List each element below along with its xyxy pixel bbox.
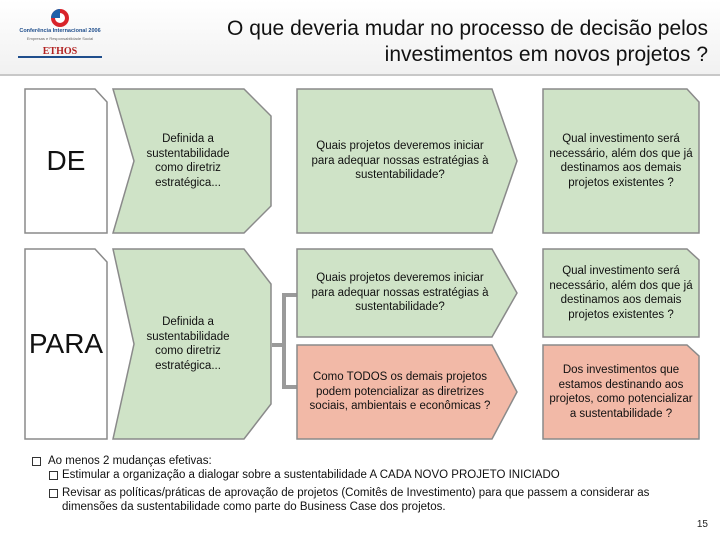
checkbox-bullet-icon [49, 471, 58, 480]
para-all-projects-box [296, 344, 518, 440]
para-all-investments-box [542, 344, 700, 440]
para-label: PARA [28, 327, 104, 359]
de-investment-box [542, 88, 700, 234]
bullet-main-text: Ao menos 2 mudanças efetivas: [48, 455, 212, 467]
de-label-box [24, 88, 108, 234]
checkbox-bullet-icon [32, 457, 41, 466]
de-strategy-text: Definida a sustentabilidade como diretriz estratégica... [146, 133, 230, 189]
de-question-text: Quais projetos deveremos iniciar para adequar nossas estratégias à sustentabilidade? [311, 140, 489, 182]
para-all-projects-text: Como TODOS os demais projetos podem potencializar as diretrizes sociais, ambientais e econômicas ? [309, 371, 491, 413]
de-investment-text: Qual investimento será necessário, além dos que já destinamos aos demais projetos existentes ? [549, 133, 693, 189]
header [0, 0, 720, 76]
ethos-logo [4, 6, 116, 70]
para-strategy-text: Definida a sustentabilidade como diretriz estratégica... [146, 316, 230, 372]
para-investment-text: Qual investimento será necessário, além dos que já destinamos aos demais projetos existentes ? [549, 265, 693, 321]
para-label-box [24, 248, 108, 440]
de-label: DE [46, 144, 86, 176]
de-strategy-chevron [112, 88, 272, 234]
logo-name: ETHOS [42, 46, 78, 57]
bracket-connector-vertical [282, 293, 286, 389]
checkbox-bullet-icon [49, 489, 58, 498]
page-number: 15 [696, 519, 708, 530]
para-investment-box [542, 248, 700, 338]
bullet-sub-item [32, 468, 702, 482]
bullet-sub-text: Revisar as políticas/práticas de aprovação de projetos (Comitês de Investimento) para que passem a considerar as dimensões da sustentabilidade como parte do Business Case dos projetos. [62, 487, 650, 513]
para-strategy-chevron [112, 248, 272, 440]
para-question-text: Quais projetos deveremos iniciar para adequar nossas estratégias à sustentabilidade? [311, 272, 489, 314]
bullet-sub-text: Estimular a organização a dialogar sobre a sustentabilidade A CADA NOVO PROJETO INICIADO [62, 469, 560, 481]
bullet-sub-item [32, 486, 702, 514]
bullet-main [32, 454, 702, 468]
de-question-box [296, 88, 518, 234]
logo-subtitle: Empresas e Responsabilidade Social [26, 36, 94, 41]
para-question-box [296, 248, 518, 338]
bullet-list [32, 454, 702, 514]
slide-title: O que deveria mudar no processo de decisão pelos investimentos em novos projetos ? [227, 17, 708, 66]
para-all-investments-text: Dos investimentos que estamos destinando aos projetos, como potencializar a sustentabilidade ? [549, 364, 693, 420]
logo-title: Conferência Internacional 2006 [19, 28, 101, 34]
